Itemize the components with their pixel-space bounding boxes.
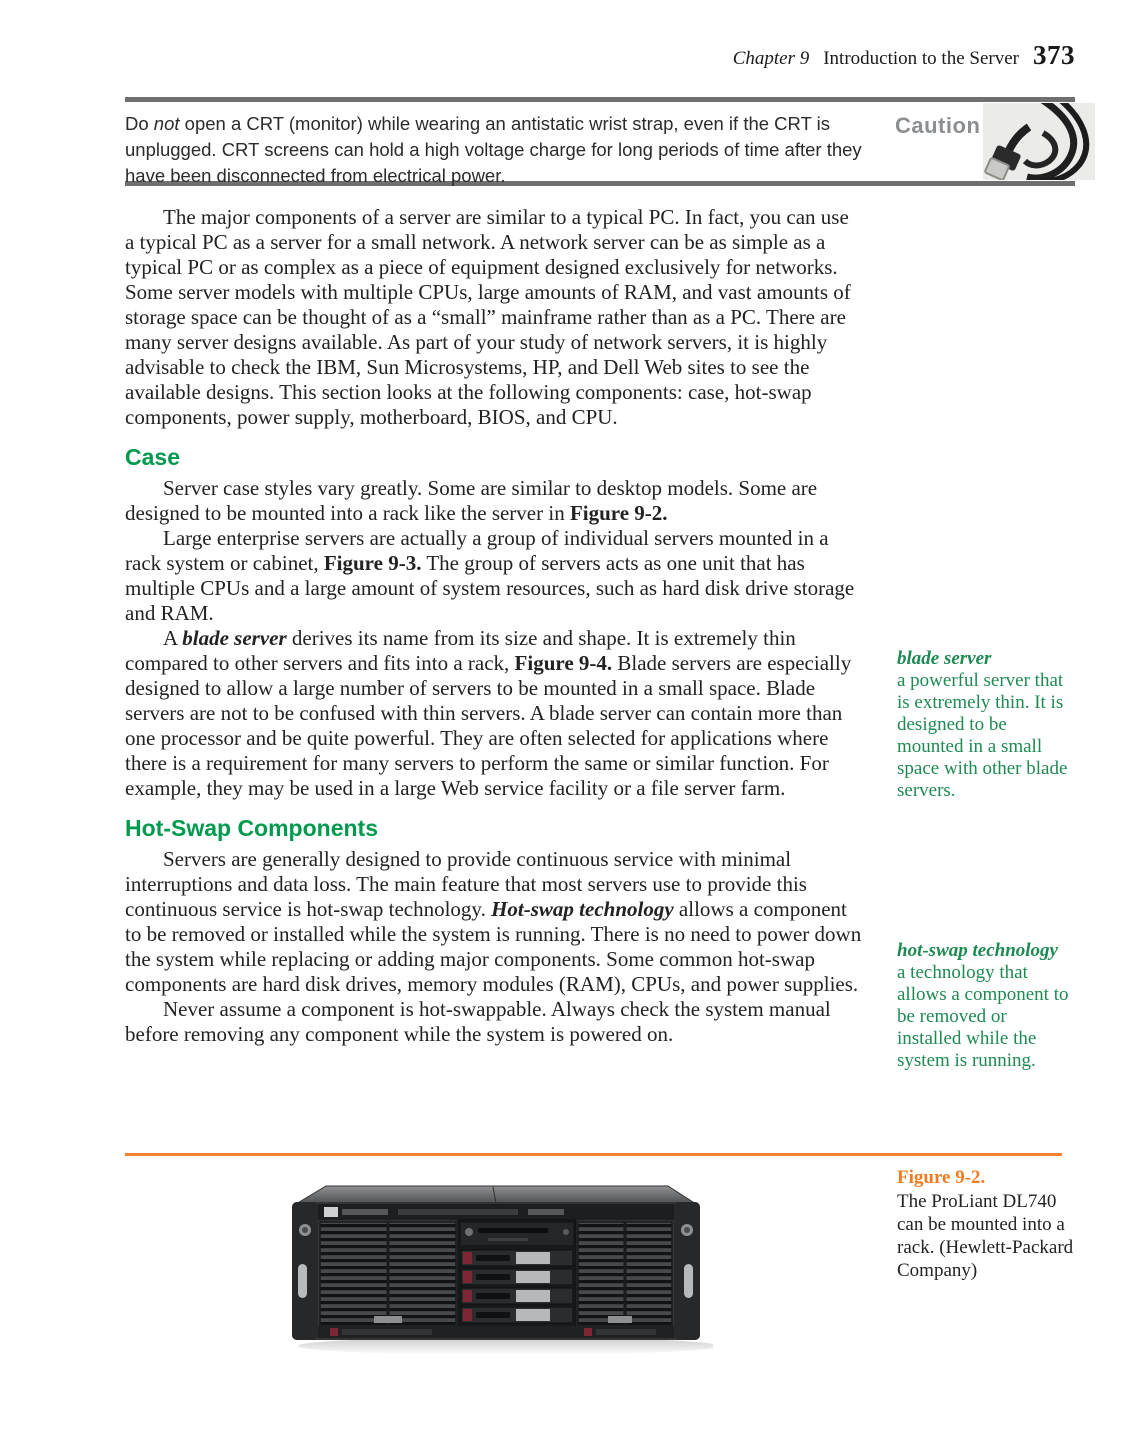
section-heading-hot-swap: Hot-Swap Components [125,815,378,841]
case-paragraph-2 [125,526,862,626]
hs-p1-text-a: Servers are generally designed to provide continuous service with minimal interruptions and data loss. The main feature that most servers use to provide this continuous service is hot-swap technology. [125,847,807,921]
antistatic-wrist-strap-icon [983,103,1095,180]
running-head [125,40,1075,71]
margin-note-term: blade server [897,648,992,669]
hot-swap-technology-term: Hot-swap technology [491,897,674,921]
margin-note-blade-server [897,648,1069,802]
caution-box [125,97,1075,186]
hs-p2-text: Never assume a component is hot-swappable. Always check the system manual before removing any component while the system is powered on. [125,997,831,1046]
case-paragraph-1 [125,476,862,526]
page-number: 373 [1033,40,1075,70]
caution-text-pre: Do [125,113,154,134]
case-p2-text-b: The group of servers acts as one unit that has multiple CPUs and a large amount of system resources, such as hard disk drive storage and RAM. [125,551,855,625]
blade-server-term: blade server [182,626,287,650]
case-p3-text-c: Blade servers are especially designed to allow a large number of servers to be mounted in a small space. Blade servers are not to be confused with thin servers. A blade server can contain more than one processor and be quite powerful. They are often selected for applications where there is a requirement for many servers to perform the same or similar function. For example, they may be used in a large Web service facility or a file server farm. [125,651,852,800]
case-p1-text: Server case styles vary greatly. Some are similar to desktop models. Some are designed to be mounted into a rack like the server in [125,476,818,525]
caution-text [125,111,873,189]
case-p3-text-a: A [163,626,183,650]
margin-note-definition: a powerful server that is extremely thin. It is designed to be mounted in a small space with other blade servers. [897,670,1068,801]
figure-caption [897,1166,1077,1282]
case-paragraph-3 [125,626,862,801]
figure-separator-rule [125,1153,1062,1156]
case-p3-text-b: derives its name from its size and shape. It is extremely thin compared to other servers and fits into a rack, [125,626,796,675]
figure-9-3-reference: Figure 9-3. [323,551,422,575]
chapter-label: Chapter 9 [732,48,810,69]
caution-text-post: open a CRT (monitor) while wearing an antistatic wrist strap, even if the CRT is unplugged. CRT screens can hold a high voltage charge for long periods of time after they have been disconnected from electrical power. [125,113,862,186]
hot-swap-paragraph-1 [125,847,862,997]
margin-note-term: hot-swap technology [897,940,1058,961]
intro-paragraph: The major components of a server are similar to a typical PC. In fact, you can use a typical PC as a server for a small network. A network server can be as simple as a typical PC or as complex as a piece of equipment designed exclusively for networks. Some server models with multiple CPUs, large amounts of RAM, and vast amounts of storage space can be thought of as a “small” mainframe rather than as a PC. There are many server designs available. As part of your study of network servers, it is highly advisable to check the IBM, Sun Microsystems, HP, and Dell Web sites to see the available designs. This section looks at the following components: case, hot-swap components, power supply, motherboard, BIOS, and CPU. [125,205,851,429]
hs-p1-text-b: allows a component to be removed or installed while the system is running. There is no need to power down the system while replacing or adding major components. Some common hot-swap components are hard disk drives, memory modules (RAM), CPUs, and power supplies. [125,897,862,996]
caution-label: Caution [895,113,981,138]
case-p2-text-a: Large enterprise servers are actually a group of individual servers mounted in a rack system or cabinet, [125,526,829,575]
rack-server-photo [278,1182,713,1362]
figure-caption-text: The ProLiant DL740 can be mounted into a rack. (Hewlett-Packard Company) [897,1191,1074,1281]
figure-9-4-reference: Figure 9-4. [514,651,613,675]
figure-label: Figure 9-2. [897,1167,986,1188]
chapter-title: Introduction to the Server [823,48,1019,69]
figure-9-2-reference: Figure 9-2. [569,501,668,525]
caution-text-italic: not [153,113,180,134]
margin-note-definition: a technology that allows a component to be removed or installed while the system is running. [897,962,1069,1071]
margin-note-hot-swap-technology [897,940,1069,1072]
section-heading-case: Case [125,444,180,470]
body-text-column [125,205,862,1047]
hot-swap-paragraph-2 [125,997,862,1047]
